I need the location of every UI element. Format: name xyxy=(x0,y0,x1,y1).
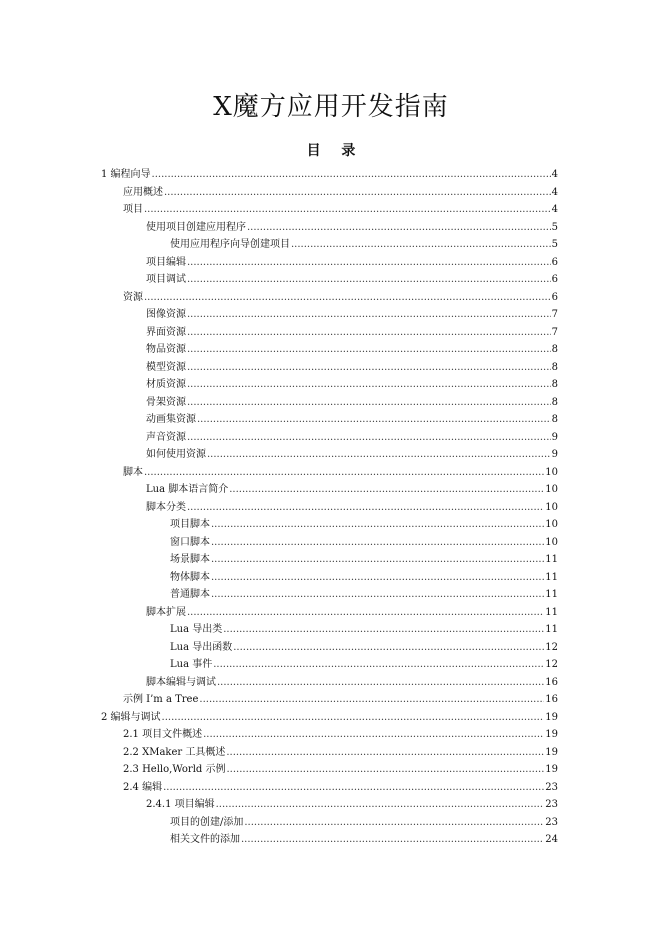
toc-entry-page: 7 xyxy=(551,326,558,338)
toc-entry-label: 2.3 Hello,World 示例 xyxy=(123,764,226,775)
toc-leader-dots xyxy=(227,761,545,779)
toc-entry-page: 11 xyxy=(545,606,558,618)
toc-entry-page: 6 xyxy=(551,291,558,303)
toc-leader-dots xyxy=(187,306,551,324)
toc-leader-dots xyxy=(197,411,551,429)
toc-leader-dots xyxy=(163,779,544,797)
toc-entry[interactable] xyxy=(0,411,662,429)
toc-leader-dots xyxy=(211,534,544,552)
toc-entry[interactable] xyxy=(0,254,662,272)
toc-entry-page: 16 xyxy=(545,694,558,705)
toc-entry[interactable] xyxy=(0,324,662,342)
toc-leader-dots xyxy=(211,551,544,569)
toc-leader-dots xyxy=(164,184,551,202)
toc-entry-label: 2.4 编辑 xyxy=(123,781,163,793)
toc-entry-label: 如何使用资源 xyxy=(146,449,206,460)
toc-leader-dots xyxy=(187,499,544,517)
toc-entry-page: 23 xyxy=(545,781,558,793)
toc-entry-label: 脚本分类 xyxy=(146,501,186,513)
toc-leader-dots xyxy=(211,516,544,534)
toc-entry[interactable] xyxy=(0,639,662,657)
toc-entry[interactable] xyxy=(0,446,662,464)
toc-entry[interactable] xyxy=(0,621,662,639)
toc-entry-page: 8 xyxy=(551,396,558,408)
toc-leader-dots xyxy=(187,394,551,412)
toc-entry[interactable] xyxy=(0,796,662,814)
toc-entry-label: 声音资源 xyxy=(146,431,186,443)
toc-entry[interactable] xyxy=(0,726,662,744)
toc-entry[interactable] xyxy=(0,691,662,709)
toc-entry[interactable] xyxy=(0,761,662,779)
toc-leader-dots xyxy=(211,586,544,604)
toc-entry-page: 8 xyxy=(551,379,558,390)
toc-entry-label: 图像资源 xyxy=(146,309,186,320)
toc-entry-label: 项目脚本 xyxy=(170,519,210,530)
toc-entry-page: 9 xyxy=(551,431,558,443)
toc-entry-page: 16 xyxy=(545,676,558,688)
document-title: X魔方应用开发指南 xyxy=(213,92,449,122)
toc-entry-label: 2.2 XMaker 工具概述 xyxy=(123,746,226,758)
toc-entry[interactable] xyxy=(0,271,662,289)
toc-leader-dots xyxy=(187,324,551,342)
toc-entry-label: 脚本 xyxy=(123,466,143,478)
toc-entry[interactable] xyxy=(0,534,662,552)
toc-leader-dots xyxy=(144,289,551,307)
toc-entry-label: 物品资源 xyxy=(146,344,186,355)
toc-entry[interactable] xyxy=(0,586,662,604)
toc-entry[interactable] xyxy=(0,289,662,307)
toc-entry[interactable] xyxy=(0,831,662,849)
toc-leader-dots xyxy=(144,464,544,482)
toc-entry-page: 19 xyxy=(545,746,558,758)
toc-entry-page: 8 xyxy=(551,361,558,373)
toc-entry-page: 6 xyxy=(551,256,558,268)
toc-entry[interactable] xyxy=(0,429,662,447)
toc-leader-dots xyxy=(247,219,551,237)
toc-entry[interactable] xyxy=(0,201,662,219)
toc-entry[interactable] xyxy=(0,481,662,499)
toc-leader-dots xyxy=(162,709,545,727)
toc-leader-dots xyxy=(152,166,551,184)
toc-entry-page: 5 xyxy=(551,221,558,233)
toc-entry[interactable] xyxy=(0,236,662,254)
toc-entry[interactable] xyxy=(0,674,662,692)
toc-entry-page: 10 xyxy=(545,519,558,530)
toc-heading: 目 录 xyxy=(306,143,356,159)
toc-leader-dots xyxy=(187,341,551,359)
toc-entry-label: 动画集资源 xyxy=(146,414,196,425)
toc-entry[interactable] xyxy=(0,709,662,727)
toc-entry-page: 23 xyxy=(545,816,558,828)
toc-entry[interactable] xyxy=(0,306,662,324)
toc-entry-page: 19 xyxy=(545,729,558,740)
toc-leader-dots xyxy=(187,271,551,289)
toc-entry-label: Lua 事件 xyxy=(170,659,213,670)
toc-leader-dots xyxy=(226,744,544,762)
toc-entry-label: 2.4.1 项目编辑 xyxy=(146,799,215,810)
toc-leader-dots xyxy=(229,481,544,499)
toc-entry-label: 使用应用程序向导创建项目 xyxy=(170,239,290,250)
toc-entry[interactable] xyxy=(0,499,662,517)
toc-entry-page: 12 xyxy=(545,641,558,653)
toc-entry[interactable] xyxy=(0,516,662,534)
toc-entry[interactable] xyxy=(0,779,662,797)
toc-entry-page: 10 xyxy=(545,501,558,513)
toc-entry-page: 4 xyxy=(551,186,558,198)
toc-entry-label: 骨架资源 xyxy=(146,396,186,408)
toc-entry-label: 应用概述 xyxy=(123,186,163,198)
toc-entry[interactable] xyxy=(0,551,662,569)
toc-entry-label: 相关文件的添加 xyxy=(170,834,240,845)
toc-leader-dots xyxy=(216,796,545,814)
toc-entry-label: 2 编辑与调试 xyxy=(101,711,161,723)
toc-entry-label: 使用项目创建应用程序 xyxy=(146,221,246,233)
toc-entry-page: 11 xyxy=(545,571,558,583)
toc-entry[interactable] xyxy=(0,219,662,237)
toc-entry-label: 项目调试 xyxy=(146,274,186,285)
toc-entry-page: 24 xyxy=(545,834,558,845)
toc-entry-label: 窗口脚本 xyxy=(170,536,210,548)
toc-entry-label: 示例 I’m a Tree xyxy=(123,694,199,705)
toc-entry-label: 2.1 项目文件概述 xyxy=(123,729,203,740)
toc-entry[interactable] xyxy=(0,464,662,482)
toc-entry[interactable] xyxy=(0,376,662,394)
toc-entry-label: 资源 xyxy=(123,291,143,303)
toc-entry[interactable] xyxy=(0,394,662,412)
toc-leader-dots xyxy=(187,359,551,377)
toc-entry-page: 9 xyxy=(551,449,558,460)
toc-entry-page: 11 xyxy=(545,589,558,600)
toc-entry[interactable] xyxy=(0,814,662,832)
toc-leader-dots xyxy=(223,621,544,639)
toc-entry-page: 8 xyxy=(551,414,558,425)
toc-entry-label: Lua 导出函数 xyxy=(170,641,233,653)
toc-entry-label: Lua 导出类 xyxy=(170,624,223,635)
toc-entry[interactable] xyxy=(0,166,662,184)
toc-entry-label: 模型资源 xyxy=(146,361,186,373)
toc-entry-label: 项目编辑 xyxy=(146,256,186,268)
toc-entry-label: 材质资源 xyxy=(146,379,186,390)
toc-leader-dots xyxy=(187,604,544,622)
toc-leader-dots xyxy=(233,639,544,657)
toc-leader-dots xyxy=(187,376,551,394)
toc-entry-page: 12 xyxy=(545,659,558,670)
toc-entry-page: 8 xyxy=(551,344,558,355)
toc-entry-page: 11 xyxy=(545,554,558,565)
toc-entry-page: 10 xyxy=(545,484,558,495)
toc-leader-dots xyxy=(144,201,551,219)
toc-entry-page: 7 xyxy=(551,309,558,320)
toc-entry[interactable] xyxy=(0,744,662,762)
toc-entry[interactable] xyxy=(0,569,662,587)
toc-leader-dots xyxy=(213,656,544,674)
toc-entry-label: 物体脚本 xyxy=(170,571,210,583)
toc-entry-page: 5 xyxy=(551,239,558,250)
toc-entry-label: 场景脚本 xyxy=(170,554,210,565)
toc-entry-label: 1 编程向导 xyxy=(101,169,151,180)
toc-leader-dots xyxy=(291,236,551,254)
toc-entry-page: 11 xyxy=(545,624,558,635)
toc-entry-page: 19 xyxy=(545,764,558,775)
toc-leader-dots xyxy=(217,674,544,692)
toc-leader-dots xyxy=(187,254,551,272)
toc-entry-page: 23 xyxy=(545,799,558,810)
toc-entry[interactable] xyxy=(0,184,662,202)
toc-entry-label: 普通脚本 xyxy=(170,589,210,600)
toc-entry[interactable] xyxy=(0,341,662,359)
toc-leader-dots xyxy=(207,446,551,464)
toc-entry[interactable] xyxy=(0,604,662,622)
toc-leader-dots xyxy=(187,429,551,447)
toc-entry-page: 4 xyxy=(551,204,558,215)
toc-leader-dots xyxy=(211,569,544,587)
toc-entry-page: 10 xyxy=(545,536,558,548)
toc-entry-page: 4 xyxy=(551,169,558,180)
toc-entry-label: 脚本扩展 xyxy=(146,606,186,618)
toc-entry-label: 项目 xyxy=(123,204,143,215)
toc-leader-dots xyxy=(203,726,544,744)
toc-entry-page: 10 xyxy=(545,466,558,478)
toc-entry[interactable] xyxy=(0,656,662,674)
toc-entry-label: 项目的创建/添加 xyxy=(170,816,244,828)
toc-entry-page: 19 xyxy=(545,711,558,723)
toc-entry-label: 脚本编辑与调试 xyxy=(146,676,216,688)
toc-leader-dots xyxy=(244,814,544,832)
toc-leader-dots xyxy=(241,831,544,849)
toc-leader-dots xyxy=(199,691,544,709)
toc-entry-label: 界面资源 xyxy=(146,326,186,338)
toc-entry[interactable] xyxy=(0,359,662,377)
toc-entry-page: 6 xyxy=(551,274,558,285)
toc-entry-label: Lua 脚本语言简介 xyxy=(146,484,229,495)
